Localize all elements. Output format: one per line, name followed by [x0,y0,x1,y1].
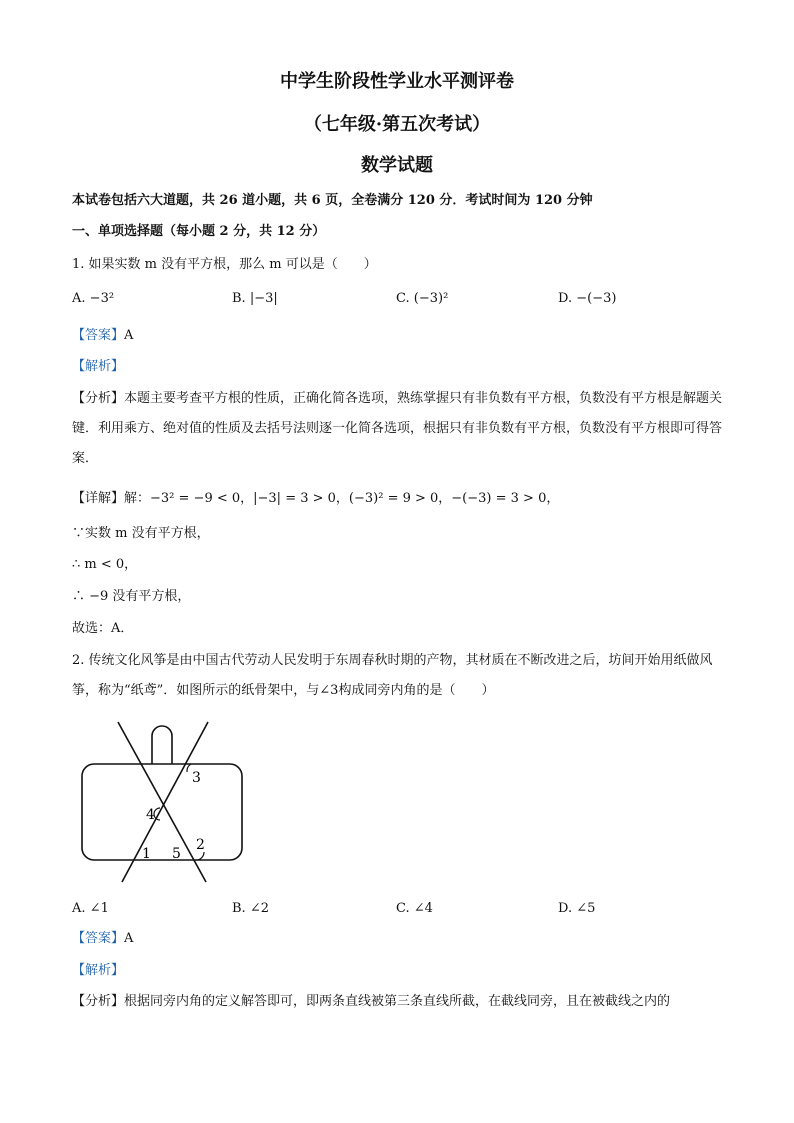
kite-top-loop [152,726,172,764]
q1-answer-label: 【答案】 [72,328,125,343]
q2-option-a [72,900,109,918]
angle-label-3: 3 [192,770,201,786]
q2-answer-label: 【答案】 [72,931,125,946]
angle-2-arc [195,852,204,860]
kite-frame-figure [76,720,256,894]
q1-answer [72,327,133,345]
q1-option-d [558,290,616,308]
angle-label-2: 2 [196,837,205,853]
q2-option-b-expr: ∠2 [249,901,269,916]
q2-answer [72,930,133,948]
q1-detail-label: 【详解】 [72,491,125,506]
exam-subtitle: （七年级·第五次考试） [303,114,491,135]
q2-option-b-letter: B. [232,901,246,916]
q1-option-b-letter: B. [232,291,246,306]
kite-cross-line-1 [118,722,206,882]
q1-option-b-expr: |−3| [249,291,278,306]
q1-analysis-label: 【解析】 [72,359,125,374]
q2-option-d-letter: D. [558,901,573,916]
angle-3-arc [187,764,191,772]
q2-option-c-letter: C. [396,901,410,916]
kite-cross-line-2 [122,722,208,882]
q2-analysis-label: 【解析】 [72,963,125,978]
q1-step-2: ∴ m < 0， [72,557,138,572]
exam-info: 本试卷包括六大道题，共 26 道小题，共 6 页，全卷满分 120 分．考试时间为 120 分钟 [72,193,593,208]
q2-option-b [232,900,269,918]
q1-detail-text: 解：−3² = −9 < 0，|−3| = 3 > 0，(−3)² = 9 > 0，−(−3) = 3 > 0， [124,491,560,506]
q2-option-c-expr: ∠4 [413,901,433,916]
section-heading: 一、单项选择题（每小题 2 分，共 12 分） [72,224,326,239]
q2-fenxi-text: 根据同旁内角的定义解答即可，即两条直线被第三条直线所截，在截线同旁，且在被截线之内的 [124,994,671,1009]
question-2-stem: 2. 传统文化风筝是由中国古代劳动人民发明于东周春秋时期的产物，其材质在不断改进之后，坊间开始用纸做风筝，称为“纸鸢”．如图所示的纸骨架中，与∠3构成同旁内角的是（ ） [72,653,713,698]
q2-option-c [396,900,433,918]
q2-option-a-expr: ∠1 [89,901,109,916]
q1-option-c [396,290,448,308]
q1-step-3: ∴ −9 没有平方根， [72,589,191,604]
exam-title: 中学生阶段性学业水平测评卷 [280,71,514,92]
q1-conclusion: 故选：A． [72,621,134,636]
q1-fenxi-text: 本题主要考查平方根的性质，正确化简各选项，熟练掌握只有非负数有平方根，负数没有平方根是解题关键．利用乘方、绝对值的性质及去括号法则逐一化简各选项，根据只有非负数有平方根，负数没有平方根即可得答案． [72,391,723,466]
q2-option-d [558,900,595,918]
q2-fenxi-label: 【分析】 [72,994,125,1009]
q1-fenxi-label: 【分析】 [72,391,125,406]
q1-option-a-expr: −3² [89,291,115,306]
q1-answer-value: A [124,328,134,343]
q1-option-d-letter: D. [558,291,573,306]
kite-frame-diagram [76,720,256,890]
q1-detail [72,490,559,508]
q1-option-d-expr: −(−3) [576,291,617,306]
question-1-stem: 1. 如果实数 m 没有平方根，那么 m 可以是（ ） [72,257,377,272]
q2-option-a-letter: A. [72,901,86,916]
angle-label-1: 1 [142,846,151,862]
q1-option-a [72,290,114,308]
kite-frame-rect [82,764,242,860]
q1-option-c-expr: (−3)² [413,291,449,306]
q1-fenxi [72,384,724,474]
q2-fenxi [72,993,670,1011]
angle-label-5: 5 [172,846,181,862]
q1-step-1: ∵实数 m 没有平方根， [72,526,210,541]
q1-option-b [232,290,278,308]
exam-subject: 数学试题 [361,155,433,176]
q2-option-d-expr: ∠5 [576,901,596,916]
q1-option-a-letter: A. [72,291,86,306]
q2-answer-value: A [124,931,134,946]
angle-label-4: 4 [146,807,155,823]
q1-option-c-letter: C. [396,291,410,306]
